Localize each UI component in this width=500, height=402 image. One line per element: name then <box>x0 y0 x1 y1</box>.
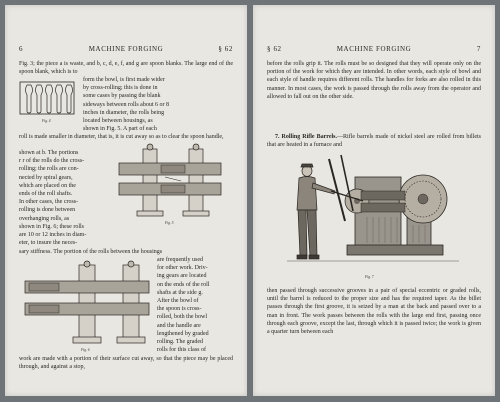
left-page <box>5 5 247 396</box>
figure-7-rolling-mill <box>287 151 459 273</box>
figure-6-overhanging-rolls <box>21 259 153 345</box>
right-page-header <box>267 45 481 55</box>
section-number: 7. <box>275 134 280 140</box>
figure-5-caption: Fig. 5 <box>165 221 174 225</box>
figure-4-caption: Fig. 4 <box>42 119 51 123</box>
figure-4-spoon-blanks <box>19 81 75 115</box>
figure-7-caption: Fig. 7 <box>365 275 374 279</box>
left-page-header <box>19 45 233 55</box>
running-title: MACHINE FORGING <box>336 45 412 53</box>
paragraph-top: Fig. 3; the piece a is waste, and b, c, d, e, f, and g are spoon blanks. The large end of the spoon blank, which is to <box>19 61 233 76</box>
paragraph-bottom: then passed through successive grooves in a pair of special eccentric or graded rolls, until the barrel is reduced to the proper size and has the required taper. As the billet passes through the first groove, it is seized by a man at the back and passed over to a man in front. The work passes between the rolls with the large end first, passing once through each groove, except the last, through which it is passed twice; the work is given a quarter turn between each <box>267 288 481 336</box>
paragraph-full-1: roll is made smaller in diameter, that is, it is cut away so as to clear the spoon handle, <box>19 134 224 140</box>
figure-5-cross-rolls-housings <box>115 139 225 219</box>
running-title: MACHINE FORGING <box>88 45 164 53</box>
section-text: —Rifle barrels made of nickel steel are rolled from billets that are heated in a furnace and <box>267 134 481 149</box>
section-ref: § 62 <box>267 45 282 53</box>
paragraph-end: work are made with a portion of their surface cut away, so that the piece may be placed through, and against a stop, <box>19 356 233 371</box>
paragraph-full-2: sary stiffness. The portion of the rolls between the housings <box>19 249 163 255</box>
section-7-intro <box>267 133 481 149</box>
paragraph-wrap-3: are frequently used for other work. Driv- ing gears are located on the ends of the roll shafts at the side g. After the bowl of the spoon is cross- rolled, both the bowl and the handle are lengthened by graded rolling. The graded rolls for this class of <box>157 257 210 354</box>
figure-6-caption: Fig. 6 <box>81 348 90 352</box>
paragraph-top: before the rolls grip it. The rolls must be so designed that they will operate only on the portion of the work for which they are intended. In other words, each style of bowl and each style of handle requires different rolls. The handles for forks are also rolled in this manner. In most cases, the work is passed through the rolls away from the operator and allowed to fall out on the other side. <box>267 61 481 100</box>
paragraph-wrap-1: form the bowl, is first made wider by cross-rolling; this is done in some cases by passing the blank sideways between rolls about 6 or 8 inches in diameter, the rolls being located between housings, as shown in Fig. 5. A part of each <box>83 77 169 133</box>
page-number: 6 <box>19 45 24 53</box>
right-page <box>253 5 495 396</box>
page-number: 7 <box>476 45 481 53</box>
paragraph-wrap-2: shown at b. The portions r r of the rolls do the cross- rolling; the rolls are con- nected by spiral gears, which are placed on the ends of the roll shafts. In other cases, the cross- rolling is done between overhanging rolls, as shown in Fig. 6; these rolls are 10 or 12 inches in diam- eter, to insure the neces- <box>19 150 87 247</box>
section-title: Rolling Rifle Barrels. <box>281 134 338 140</box>
section-ref: § 62 <box>218 45 233 53</box>
